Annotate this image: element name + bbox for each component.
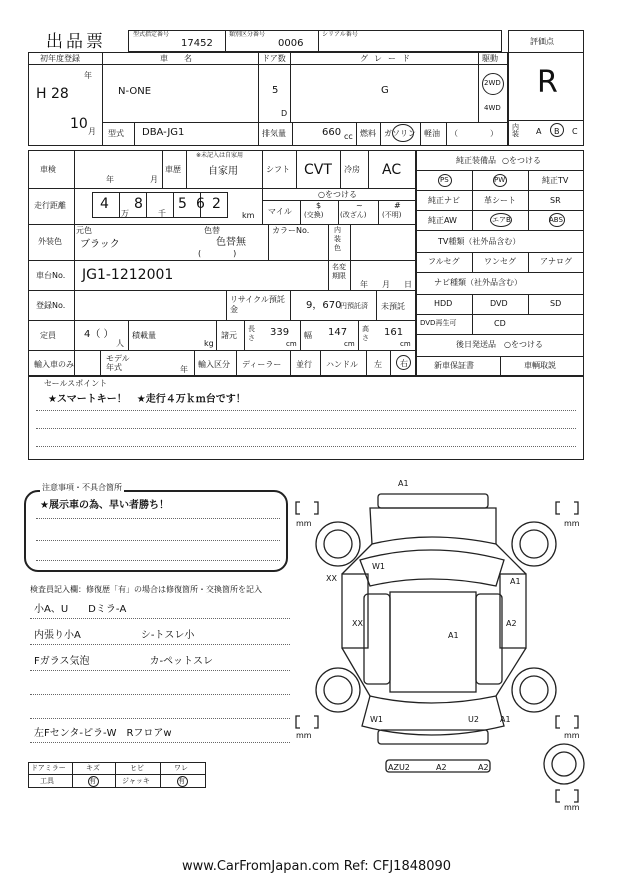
pw-option: PW (494, 176, 506, 184)
steering-label: ハンドル (326, 360, 358, 369)
navi-type-title: ナビ種類（社外品含む） (434, 278, 522, 287)
height-unit: cm (400, 340, 411, 348)
color-label: 外装色 (38, 237, 62, 246)
sheet-title: 出品票 (46, 32, 106, 52)
dealer-option: ディーラー (242, 360, 282, 369)
ac-value: AC (382, 162, 402, 178)
sales-point-label: セールスポイント (44, 379, 108, 388)
inspection-label: 車検 (40, 165, 56, 174)
grade-value: G (381, 85, 389, 96)
color-number-label: カラーNo. (272, 226, 310, 235)
displacement-label: 排気量 (262, 129, 286, 138)
load-label: 積載量 (132, 331, 156, 340)
mm-label: mm (564, 803, 580, 812)
name-change-year: 年 (360, 280, 368, 289)
damage-mark: A2 (436, 763, 447, 772)
first-reg-year: H 28 (36, 86, 69, 102)
fuel-value: ガソリン (384, 129, 416, 138)
mm-label: mm (564, 519, 580, 528)
alloy-wheel-option: 純正AW (428, 216, 457, 225)
equipment-circle-note: ○をつける (502, 156, 541, 165)
interior-color-label: 内装色 (334, 226, 341, 252)
footer-watermark: www.CarFromJapan.com Ref: CFJ1848090 (182, 859, 452, 874)
usage-note: ※未記入は自家用 (196, 152, 244, 159)
mm-label: mm (564, 731, 580, 740)
abs-option: ABS (549, 216, 563, 224)
damage-mark: W1 (372, 562, 385, 571)
model-year-label: モデル年式 (106, 354, 130, 372)
spec-number: 17452 (181, 38, 213, 49)
width-unit: cm (344, 340, 355, 348)
tool-have: 有 (89, 777, 96, 785)
displacement-unit: cc (344, 132, 353, 141)
diesel-label: 軽油 (424, 129, 440, 138)
import-label: 輸入車のみ (34, 360, 74, 369)
fuel-label: 燃料 (360, 129, 376, 138)
steering-left: 左 (374, 360, 382, 369)
height-value: 161 (384, 327, 404, 338)
spec-number-label: 型式指定番号 (133, 31, 170, 38)
recycle-unit: 円預託済 (340, 302, 368, 310)
month-unit: 月 (88, 127, 96, 136)
mileage-digit: 4 (100, 196, 109, 212)
length-value: 339 (270, 327, 290, 338)
model-label: 型式 (108, 129, 124, 138)
navi-option: 純正ナビ (428, 196, 460, 205)
car-name-label: 車名 (160, 54, 208, 63)
drive-4wd: 4WD (484, 104, 501, 112)
recycle-unpaid: 未預託 (381, 302, 405, 311)
break-header: ワレ (174, 764, 188, 772)
parallel-option: 並行 (296, 360, 312, 369)
height-label: 高さ (362, 325, 369, 342)
sunroof-option: SR (550, 196, 561, 205)
notes-label: 注意事項・不具合箇所 (42, 483, 122, 492)
chassis-number: JG1-1212001 (82, 267, 174, 283)
unknown-option: (不明) (382, 211, 402, 219)
sales-point-box (28, 376, 584, 460)
cd-option: CD (494, 319, 506, 328)
jack-label: ジャッキ (122, 777, 150, 785)
warranty-doc: 新車保証書 (434, 361, 474, 370)
chassis-label: 車台No. (36, 271, 66, 280)
name-change-label: 名変期限 (332, 263, 346, 280)
tamper-symbol: ~ (356, 201, 363, 210)
mileage-unit-man: 万 (121, 209, 129, 218)
damage-mark: AZU2 (388, 763, 410, 772)
oneseg-option: ワンセグ (484, 257, 516, 266)
jack-have: 有 (178, 777, 185, 785)
damage-mark: A1 (448, 631, 459, 640)
drive-2wd: 2WD (484, 79, 501, 87)
length-unit: cm (286, 340, 297, 348)
inspection-month-unit: 月 (150, 175, 158, 184)
interior-c: C (572, 127, 578, 136)
tv-option: 純正TV (542, 176, 569, 185)
model-year-unit: 年 (180, 365, 188, 374)
width-value: 147 (328, 327, 348, 338)
original-color: ブラック (80, 239, 120, 250)
swap-symbol: $ (316, 201, 322, 210)
mirror-header: ドアミラー (31, 764, 66, 772)
first-reg-label: 初年度登録 (40, 54, 80, 63)
width-label: 幅 (304, 331, 312, 340)
score-value: R (537, 65, 558, 100)
hdd-option: HDD (434, 299, 453, 308)
mileage-digit: 5 (178, 196, 187, 212)
mileage-digit: 2 (212, 196, 221, 212)
registration-label: 登録No. (36, 301, 66, 310)
damage-mark: A1 (500, 715, 511, 724)
damage-mark: XX (352, 619, 363, 628)
airbag-option: エアB (492, 216, 511, 224)
tv-type-title: TV種類（社外品含む） (438, 237, 521, 246)
length-label: 長さ (248, 325, 255, 342)
mileage-digit: 6 (196, 196, 205, 212)
shift-value: CVT (304, 162, 332, 178)
shift-label: シフト (266, 165, 290, 174)
door-count: 5 (272, 85, 279, 96)
door-label: ドア数 (262, 54, 286, 63)
dvd-option: DVD (490, 299, 508, 308)
capacity-label: 定員 (40, 331, 56, 340)
interior-b: B (554, 127, 560, 136)
mileage-unit-sen: 千 (158, 209, 166, 218)
unknown-symbol: # (394, 201, 401, 210)
ac-label: 冷房 (344, 165, 360, 174)
ps-option: PS (440, 176, 449, 184)
drive-label: 駆動 (482, 54, 498, 63)
leather-option: 革シート (484, 196, 516, 205)
class-number-label: 類別区分番号 (229, 31, 266, 38)
damage-mark: A2 (478, 763, 489, 772)
interior-a: A (536, 127, 542, 136)
scratch-header: キズ (86, 764, 100, 772)
displacement-value: 660 (322, 127, 342, 138)
analog-option: アナログ (540, 257, 572, 266)
color-change-value: 色替無 (216, 237, 246, 248)
capacity-unit: 人 (116, 339, 124, 348)
grade-label: グレード (360, 54, 416, 63)
notes-text: ★展示車の為、早い者勝ち！ (40, 500, 169, 511)
damage-mark: W1 (370, 715, 383, 724)
mileage-km: km (242, 211, 255, 220)
damage-mark: A2 (506, 619, 517, 628)
dimensions-label: 諸元 (221, 331, 237, 340)
steering-right: 右 (400, 359, 408, 368)
mile-option: マイル (268, 207, 292, 216)
damage-mark: U2 (468, 715, 479, 724)
color-change-paren: ( ) (198, 249, 237, 258)
name-change-day: 日 (404, 280, 412, 289)
score-label: 評価点 (530, 37, 554, 46)
inspection-year-unit: 年 (106, 175, 114, 184)
door-d: D (281, 109, 288, 118)
dvd-play-option: DVD再生可 (420, 319, 457, 327)
class-number: 0006 (278, 38, 304, 49)
recycle-value: 9，670 (306, 300, 342, 311)
inspector-note-line: 内張り小A シ-トスレ小 (34, 630, 195, 641)
inspector-note-line: Fガラス気泡 カ-ペットスレ (34, 656, 213, 667)
usage-label: 車歴 (165, 165, 181, 174)
mm-label: mm (296, 731, 312, 740)
damage-mark: A1 (398, 479, 409, 488)
import-type-label: 輸入区分 (198, 360, 230, 369)
crack-header: ヒビ (130, 764, 144, 772)
model-value: DBA-JG1 (142, 127, 185, 138)
inspector-note-line: 小A、U Dミラ-A (34, 604, 127, 615)
damage-mark: A1 (510, 577, 521, 586)
owner-manual: 車輌取説 (524, 361, 556, 370)
fuel-other: （ ） (450, 129, 498, 138)
mileage-label: 走行距離 (34, 201, 66, 210)
swap-option: (交換) (304, 211, 324, 219)
mm-label: mm (296, 519, 312, 528)
tamper-option: (改ざん) (340, 211, 367, 219)
tool-label: 工具 (40, 777, 54, 785)
equipment-title: 純正装備品 (456, 156, 496, 165)
load-unit: kg (204, 339, 214, 348)
mileage-circle-note: ○をつける (318, 190, 357, 199)
sd-option: SD (550, 299, 562, 308)
first-reg-month: 10 (70, 116, 88, 132)
car-name: N-ONE (118, 86, 152, 97)
name-change-month: 月 (382, 280, 390, 289)
recycle-label: リサイクル預託金 (230, 295, 285, 314)
serial-label: シリアル番号 (322, 31, 358, 38)
interior-label: 内装 (512, 123, 519, 138)
damage-mark: XX (326, 574, 337, 583)
capacity-value: 4（ ） (84, 329, 114, 340)
original-color-label: 元色 (76, 226, 92, 235)
fullseg-option: フルセグ (428, 257, 460, 266)
color-change-label: 色替 (204, 226, 220, 235)
later-shipment-note: ○をつける (504, 340, 543, 349)
usage-value: 自家用 (208, 166, 238, 177)
later-shipment-title: 後日発送品 (456, 340, 496, 349)
inspector-note-line: 左Fセンタ-ピラ-W Rフロアw (34, 728, 172, 739)
mileage-digit: 8 (134, 196, 143, 212)
inspector-label: 検査員記入欄：修復歴「有」の場合は修復箇所・交換箇所を記入 (30, 585, 262, 594)
year-unit: 年 (84, 71, 92, 80)
sales-point-text: ★スマートキー！ ★走行４万ｋｍ台です！ (48, 394, 246, 405)
